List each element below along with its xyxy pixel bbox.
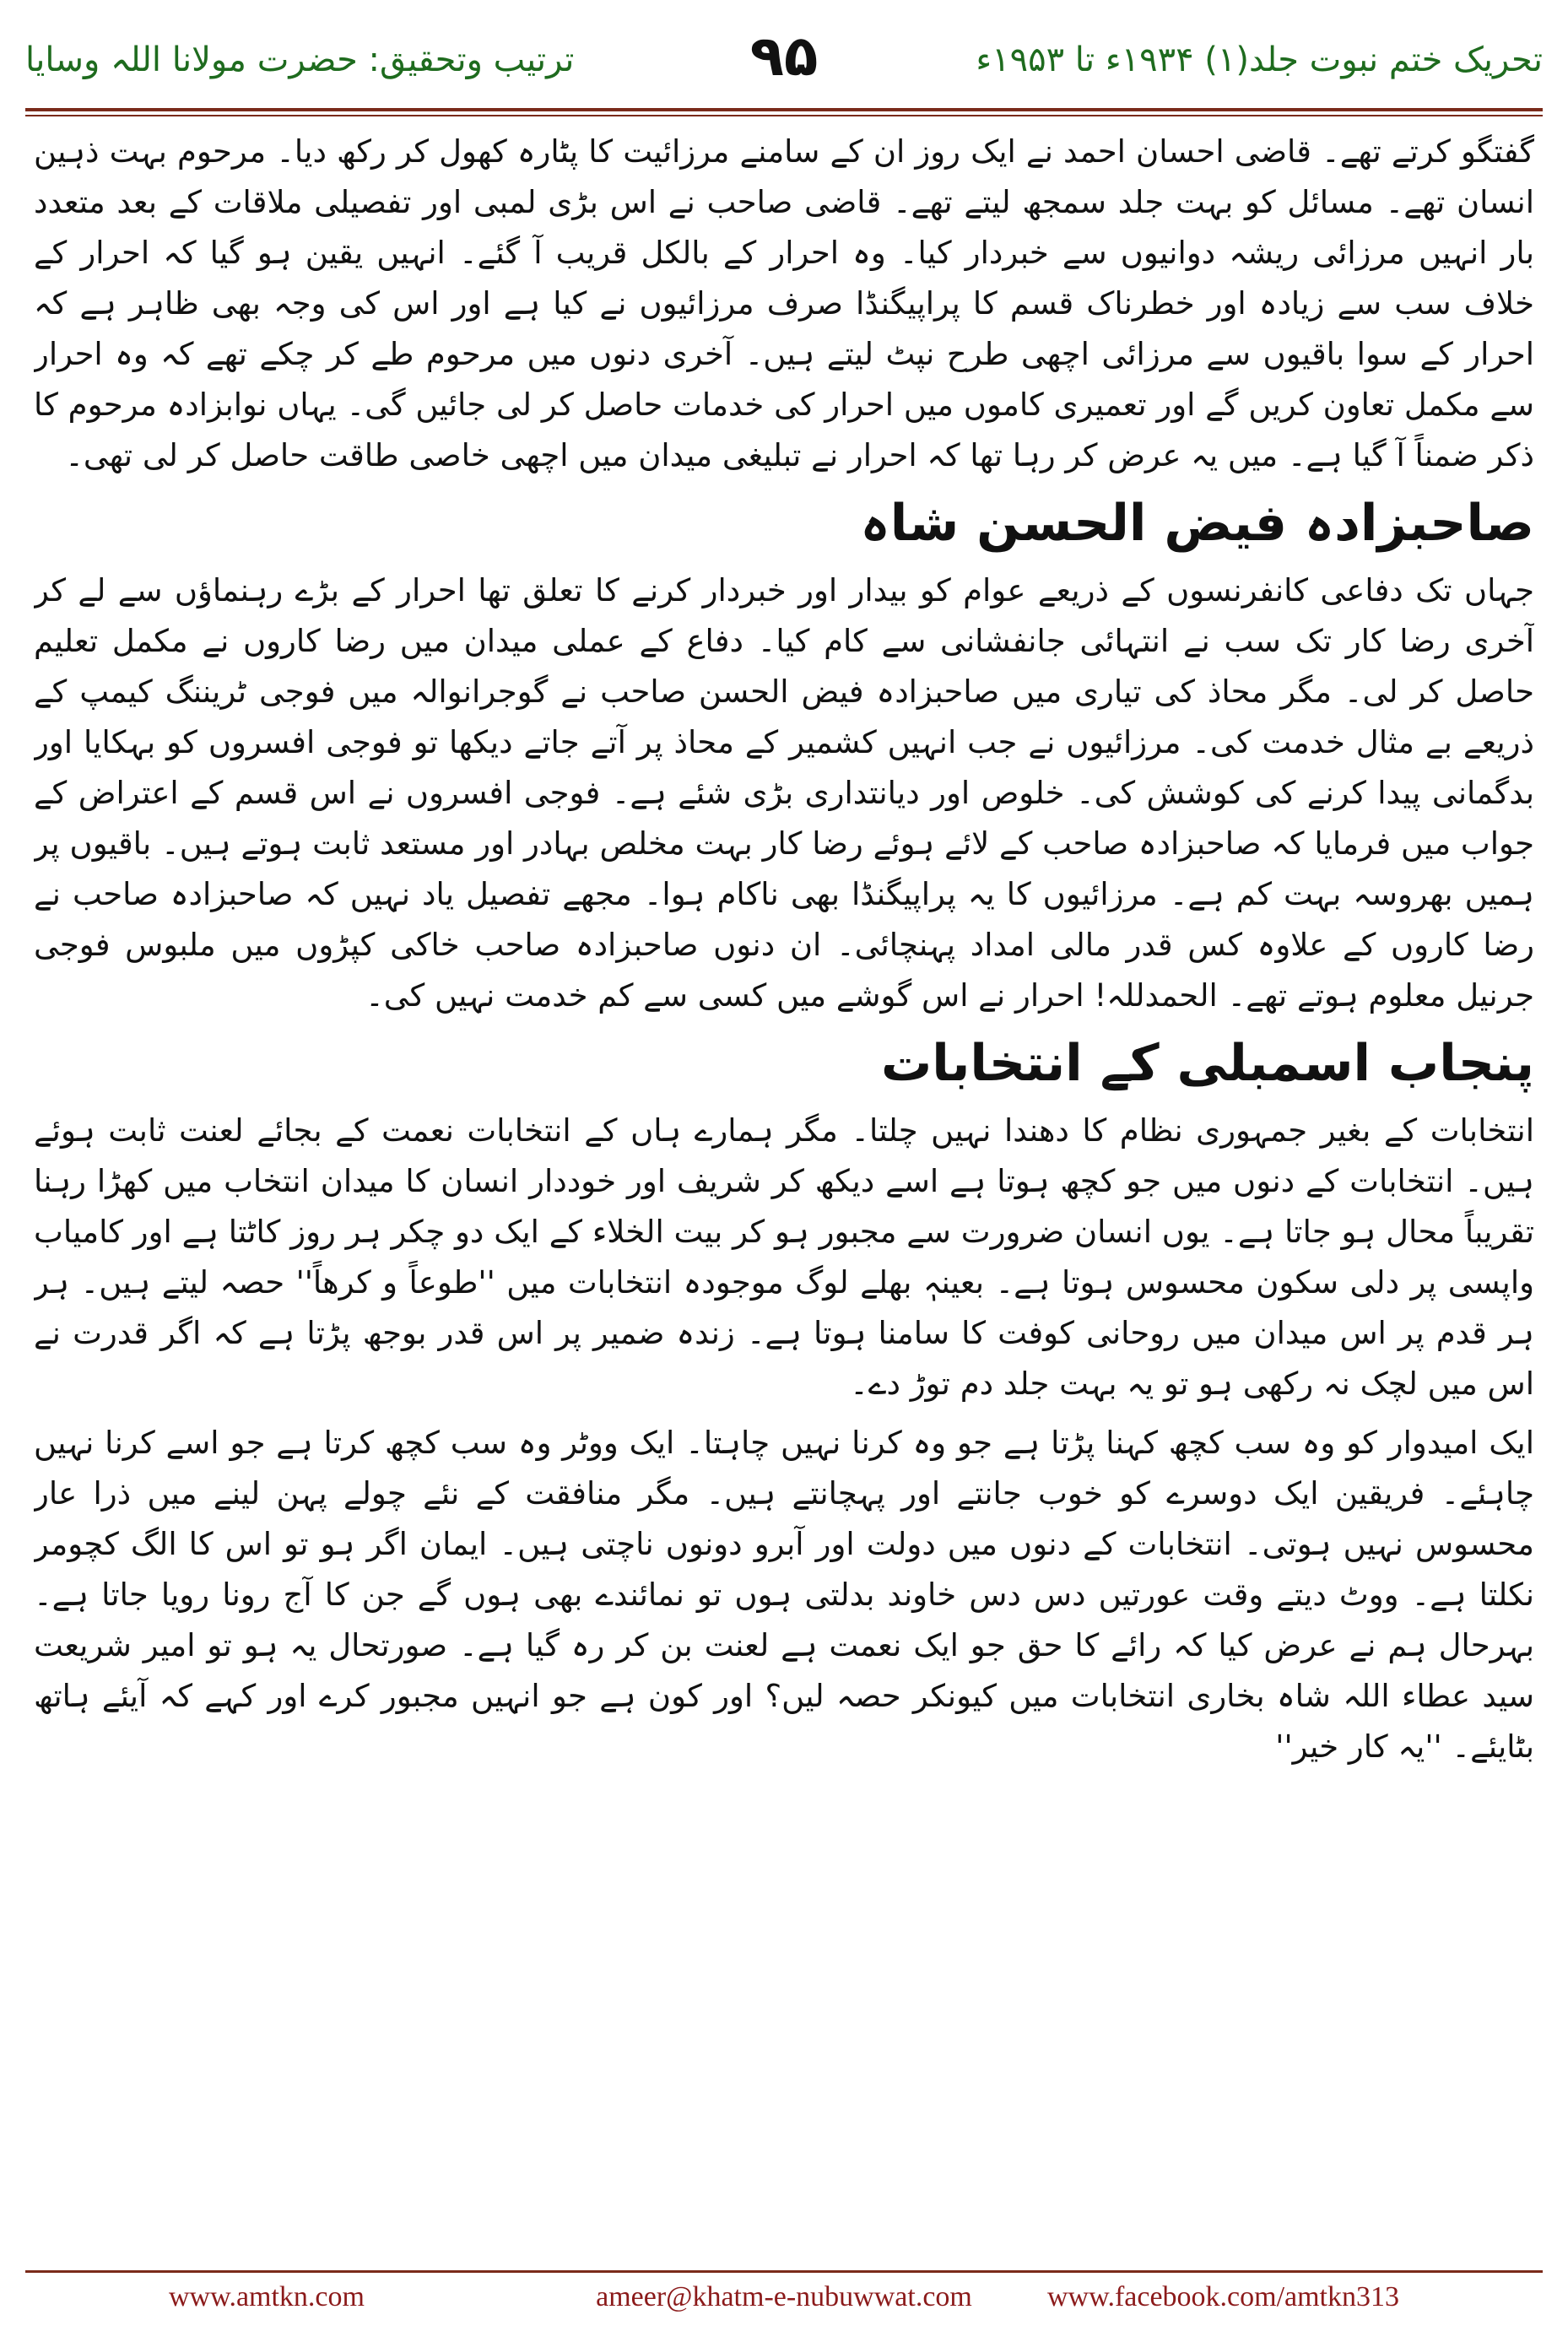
header-compiler: ترتیب وتحقیق: حضرت مولانا اللہ وسایا [25,41,575,79]
header-divider-thin [25,115,1543,116]
section-heading-elections: پنجاب اسمبلی کے انتخابات [881,1034,1534,1093]
paragraph-elections: انتخابات کے بغیر جمہوری نظام کا دھندا نہیں چلتا۔ مگر ہمارے ہاں کے انتخابات نعمت کے بجائے لعنت ثابت ہوئے ہیں۔ انتخابات کے دنوں میں جو کچھ ہوتا ہے اسے دیکھ کر شریف اور خوددار انسان کا میدان انتخاب میں کھڑا رہنا تقریباً محال ہو جاتا ہے۔ یوں انسان ضرورت سے مجبور ہو کر بیت الخلاء کے ایک دو چکر ہر روز کاٹتا ہے اور کامیاب واپسی پر دلی سکون محسوس ہوتا ہے۔ بعینہٖ بھلے لوگ موجودہ انتخابات میں ''طوعاً و کرھاً'' حصہ لیتے ہیں۔ ہر ہر قدم پر اس میدان میں روحانی کوفت کا سامنا ہوتا ہے۔ زندہ ضمیر پر اس قدر بوجھ پڑتا ہے کہ اگر قدرت نے اس میں لچک نہ رکھی ہو تو یہ بہت جلد دم توڑ دے۔ [34,1112,1534,1402]
page-body [34,127,1534,2215]
footer-website-link[interactable]: www.amtkn.com [169,2281,365,2312]
footer-email-link[interactable]: ameer@khatm-e-nubuwwat.com [596,2281,972,2312]
header-book-title: تحریک ختم نبوت جلد(۱) ۱۹۳۴ء تا ۱۹۵۳ء [976,41,1543,79]
footer-divider [25,2270,1543,2273]
paragraph-candidates: ایک امیدوار کو وہ سب کچھ کہنا پڑتا ہے جو وہ کرنا نہیں چاہتا۔ ایک ووٹر وہ سب کچھ کرتا ہے جو اسے کرنا نہیں چاہئے۔ فریقین ایک دوسرے کو خوب جانتے اور پہچانتے ہیں۔ مگر منافقت کے نئے چولے پہن لینے میں ذرا عار محسوس نہیں ہوتی۔ انتخابات کے دنوں میں دولت اور آبرو دونوں ناچتی ہیں۔ ایمان اگر ہو تو اس کا الگ کچومر نکلتا ہے۔ ووٹ دیتے وقت عورتیں دس دس خاوند بدلتی ہوں تو نمائندے بھی ہوں گے جن کا آج رونا رویا جاتا ہے۔ بہرحال ہم نے عرض کیا کہ رائے کا حق جو ایک نعمت ہے لعنت بن کر رہ گیا ہے۔ صورتحال یہ ہو تو امیر شریعت سید عطاء اللہ شاہ بخاری انتخابات میں کیونکر حصہ لیں؟ اور کون ہے جو انہیں مجبور کرے اور کہے کہ آیئے ہاتھ بٹایئے۔ ''یہ کار خیر'' [34,1425,1534,1765]
paragraph-intro: گفتگو کرتے تھے۔ قاضی احسان احمد نے ایک روز ان کے سامنے مرزائیت کا پٹارہ کھول کر رکھ دیا۔ مرحوم بہت ذہین انسان تھے۔ مسائل کو بہت جلد سمجھ لیتے تھے۔ قاضی صاحب نے اس بڑی لمبی اور تفصیلی ملاقات کے بعد متعدد بار انہیں مرزائی ریشہ دوانیوں سے خبردار کیا۔ وہ احرار کے بالکل قریب آ گئے۔ انہیں یقین ہو گیا کہ احرار کے خلاف سب سے زیادہ اور خطرناک قسم کا پراپیگنڈا صرف مرزائیوں نے کیا ہے اور اس کی وجہ بھی ظاہر ہے کہ احرار کے سوا باقیوں سے مرزائی اچھی طرح نپٹ لیتے ہیں۔ آخری دنوں میں مرحوم طے کر چکے تھے کہ وہ احرار سے مکمل تعاون کریں گے اور تعمیری کاموں میں احرار کی خدمات حاصل کر لی جائیں گی۔ یہاں نوابزادہ مرحوم کا ذکر ضمناً آ گیا ہے۔ میں یہ عرض کر رہا تھا کہ احرار نے تبلیغی میدان میں اچھی خاصی طاقت حاصل کر لی تھی۔ [34,133,1534,473]
paragraph-sahibzada: جہاں تک دفاعی کانفرنسوں کے ذریعے عوام کو بیدار اور خبردار کرنے کا تعلق تھا احرار کے بڑے رہنماؤں سے لے کر آخری رضا کار تک سب نے انتہائی جانفشانی سے کام کیا۔ دفاع کے عملی میدان میں رضا کاروں نے مکمل تعلیم حاصل کر لی۔ مگر محاذ کی تیاری میں صاحبزادہ فیض الحسن صاحب نے گوجرانوالہ میں فوجی ٹریننگ کیمپ کے ذریعے بے مثال خدمت کی۔ مرزائیوں نے جب انہیں کشمیر کے محاذ پر آتے جاتے دیکھا تو فوجی افسروں کو بہکایا اور بدگمانی پیدا کرنے کی کوشش کی۔ خلوص اور دیانتداری بڑی شئے ہے۔ فوجی افسروں نے اس قسم کے اعتراض کے جواب میں فرمایا کہ صاحبزادہ صاحب کے لائے ہوئے رضا کار بہت مخلص بہادر اور مستعد ثابت ہوتے ہیں۔ باقیوں پر ہمیں بھروسہ بہت کم ہے۔ مرزائیوں کا یہ پراپیگنڈا بھی ناکام ہوا۔ مجھے تفصیل یاد نہیں کہ صاحبزادہ صاحب نے رضا کاروں کے علاوہ کس قدر مالی امداد پہنچائی۔ ان دنوں صاحبزادہ صاحب خاکی کپڑوں میں ملبوس فوجی جرنیل معلوم ہوتے تھے۔ الحمدللہ! احرار نے اس گوشے میں کسی سے کم خدمت نہیں کی۔ [34,572,1534,1014]
section-heading-sahibzada: صاحبزادہ فیض الحسن شاہ [860,494,1534,553]
header-divider [25,108,1543,111]
footer-facebook-link[interactable]: www.facebook.com/amtkn313 [1046,2281,1399,2312]
page-header [25,17,1543,110]
page-number: ۹۵ [749,24,819,89]
page-footer [25,2276,1543,2318]
